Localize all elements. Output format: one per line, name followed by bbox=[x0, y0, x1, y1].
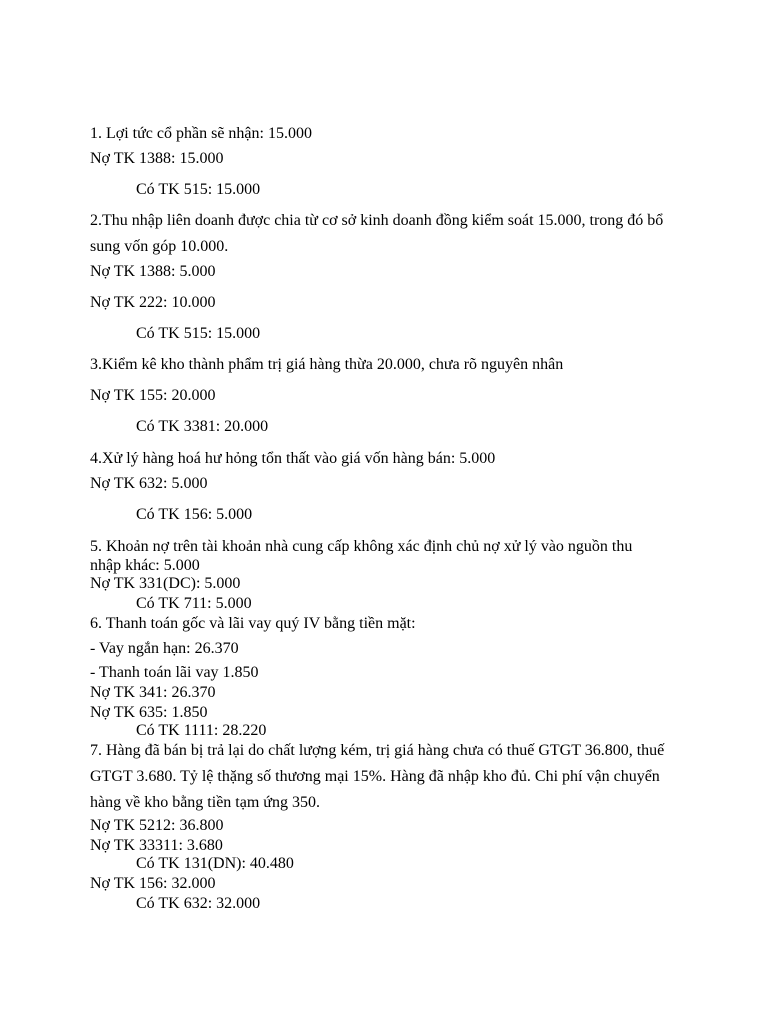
entry-7-heading-cont: hàng về kho bằng tiền tạm ứng 350. bbox=[90, 794, 320, 811]
entry-3-debit-line: Nợ TK 155: 20.000 bbox=[90, 387, 216, 404]
entry-5-credit-line: Có TK 711: 5.000 bbox=[136, 595, 252, 612]
entry-7-credit-line: Có TK 131(DN): 40.480 bbox=[136, 855, 294, 872]
entry-7-credit-line: Có TK 632: 32.000 bbox=[136, 895, 261, 912]
entry-6-heading: 6. Thanh toán gốc và lãi vay quý IV bằng tiền mặt: bbox=[90, 615, 416, 632]
entry-3-heading: 3.Kiểm kê kho thành phẩm trị giá hàng thừa 20.000, chưa rõ nguyên nhân bbox=[90, 356, 564, 373]
entry-7-heading-cont: GTGT 3.680. Tỷ lệ thặng số thương mại 15%. Hàng đã nhập kho đủ. Chi phí vận chuyển bbox=[90, 768, 660, 785]
entry-2-debit-line: Nợ TK 222: 10.000 bbox=[90, 294, 216, 311]
entry-7-debit-line: Nợ TK 5212: 36.800 bbox=[90, 817, 224, 834]
entry-5-heading: 5. Khoản nợ trên tài khoản nhà cung cấp không xác định chủ nợ xử lý vào nguồn thu bbox=[90, 538, 633, 555]
entry-2-heading: 2.Thu nhập liên doanh được chia từ cơ sở kinh doanh đồng kiểm soát 15.000, trong đó bổ bbox=[90, 212, 664, 229]
entry-7-debit-line: Nợ TK 33311: 3.680 bbox=[90, 837, 223, 854]
entry-2-debit-line: Nợ TK 1388: 5.000 bbox=[90, 263, 216, 280]
entry-6-detail-line: - Vay ngắn hạn: 26.370 bbox=[90, 640, 239, 657]
entry-6-credit-line: Có TK 1111: 28.220 bbox=[136, 722, 267, 739]
entry-1-credit-line: Có TK 515: 15.000 bbox=[136, 181, 261, 198]
entry-5-debit-line: Nợ TK 331(DC): 5.000 bbox=[90, 575, 241, 592]
entry-2-credit-line: Có TK 515: 15.000 bbox=[136, 325, 261, 342]
entry-2-heading-cont: sung vốn góp 10.000. bbox=[90, 238, 229, 255]
entry-3-credit-line: Có TK 3381: 20.000 bbox=[136, 418, 269, 435]
entry-1-heading: 1. Lợi tức cổ phần sẽ nhận: 15.000 bbox=[90, 125, 312, 142]
entry-1-debit-line: Nợ TK 1388: 15.000 bbox=[90, 150, 224, 167]
entry-4-debit-line: Nợ TK 632: 5.000 bbox=[90, 475, 208, 492]
entry-7-heading: 7. Hàng đã bán bị trả lại do chất lượng kém, trị giá hàng chưa có thuế GTGT 36.800, thuế bbox=[90, 742, 665, 759]
entry-6-debit-line: Nợ TK 341: 26.370 bbox=[90, 684, 216, 701]
entry-6-debit-line: Nợ TK 635: 1.850 bbox=[90, 704, 208, 721]
entry-5-heading-cont: nhập khác: 5.000 bbox=[90, 557, 200, 574]
entry-6-detail-line: - Thanh toán lãi vay 1.850 bbox=[90, 664, 259, 681]
entry-7-debit-line: Nợ TK 156: 32.000 bbox=[90, 875, 216, 892]
entry-4-heading: 4.Xử lý hàng hoá hư hỏng tổn thất vào giá vốn hàng bán: 5.000 bbox=[90, 450, 496, 467]
entry-4-credit-line: Có TK 156: 5.000 bbox=[136, 506, 253, 523]
